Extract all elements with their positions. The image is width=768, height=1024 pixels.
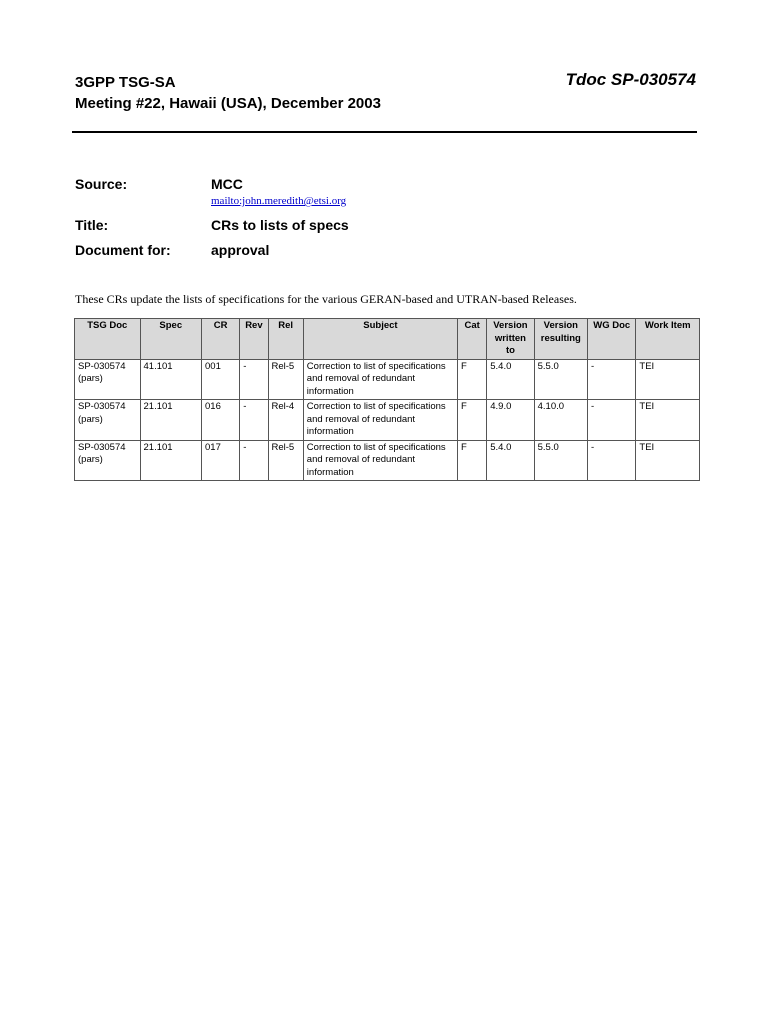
column-header: Spec <box>140 319 201 360</box>
table-cell: - <box>240 440 268 481</box>
table-cell: 5.5.0 <box>534 359 587 400</box>
table-cell: - <box>588 440 636 481</box>
table-cell: F <box>458 400 487 441</box>
group-name: 3GPP TSG-SA <box>75 74 176 91</box>
table-cell: 21.101 <box>140 400 201 441</box>
table-cell: Rel-5 <box>268 359 303 400</box>
header-divider <box>72 131 697 133</box>
table-cell: - <box>588 359 636 400</box>
table-cell: - <box>240 359 268 400</box>
table-cell: 001 <box>202 359 240 400</box>
column-header: Subject <box>303 319 457 360</box>
table-cell: - <box>240 400 268 441</box>
source-email-link[interactable]: mailto:john.meredith@etsi.org <box>211 195 347 207</box>
column-header: CR <box>202 319 240 360</box>
table-cell: SP-030574 (pars) <box>75 440 141 481</box>
table-cell: F <box>458 359 487 400</box>
table-cell: 016 <box>202 400 240 441</box>
column-header: Rel <box>268 319 303 360</box>
table-cell: 21.101 <box>140 440 201 481</box>
table-cell: Correction to list of specifications and removal of redundant information <box>303 400 457 441</box>
table-cell: 4.10.0 <box>534 400 587 441</box>
table-cell: 5.5.0 <box>534 440 587 481</box>
table-cell: 5.4.0 <box>487 359 534 400</box>
column-header: WG Doc <box>588 319 636 360</box>
column-header: Cat <box>458 319 487 360</box>
table-cell: TEI <box>636 440 700 481</box>
table-row <box>75 400 700 441</box>
meeting-name: Meeting #22, Hawaii (USA), December 2003 <box>75 95 381 112</box>
intro-paragraph: These CRs update the lists of specifications for the various GERAN-based and UTRAN-based Releases. <box>75 292 577 306</box>
column-header: Rev <box>240 319 268 360</box>
column-header: Work Item <box>636 319 700 360</box>
title-value: CRs to lists of specs <box>211 217 349 233</box>
table-row <box>75 359 700 400</box>
table-row <box>75 440 700 481</box>
meeting-header <box>75 72 381 114</box>
table-cell: Rel-4 <box>268 400 303 441</box>
document-for-value: approval <box>211 242 270 258</box>
title-label: Title: <box>75 217 109 233</box>
table-cell: SP-030574 (pars) <box>75 359 141 400</box>
table-cell: SP-030574 (pars) <box>75 400 141 441</box>
table-cell: 41.101 <box>140 359 201 400</box>
tdoc-number: Tdoc SP-030574 <box>565 70 696 89</box>
table-header-row <box>75 319 700 360</box>
table-cell: Correction to list of specifications and removal of redundant information <box>303 359 457 400</box>
table-cell: Rel-5 <box>268 440 303 481</box>
table-cell: TEI <box>636 400 700 441</box>
column-header: Version written to <box>487 319 534 360</box>
source-label: Source: <box>75 176 128 192</box>
table-cell: 4.9.0 <box>487 400 534 441</box>
document-for-label: Document for: <box>75 242 171 258</box>
table-cell: F <box>458 440 487 481</box>
source-value: MCC <box>211 176 243 192</box>
table-cell: TEI <box>636 359 700 400</box>
table-cell: 5.4.0 <box>487 440 534 481</box>
cr-table <box>74 318 700 481</box>
column-header: TSG Doc <box>75 319 141 360</box>
table-cell: Correction to list of specifications and removal of redundant information <box>303 440 457 481</box>
table-cell: - <box>588 400 636 441</box>
table-cell: 017 <box>202 440 240 481</box>
column-header: Version resulting <box>534 319 587 360</box>
